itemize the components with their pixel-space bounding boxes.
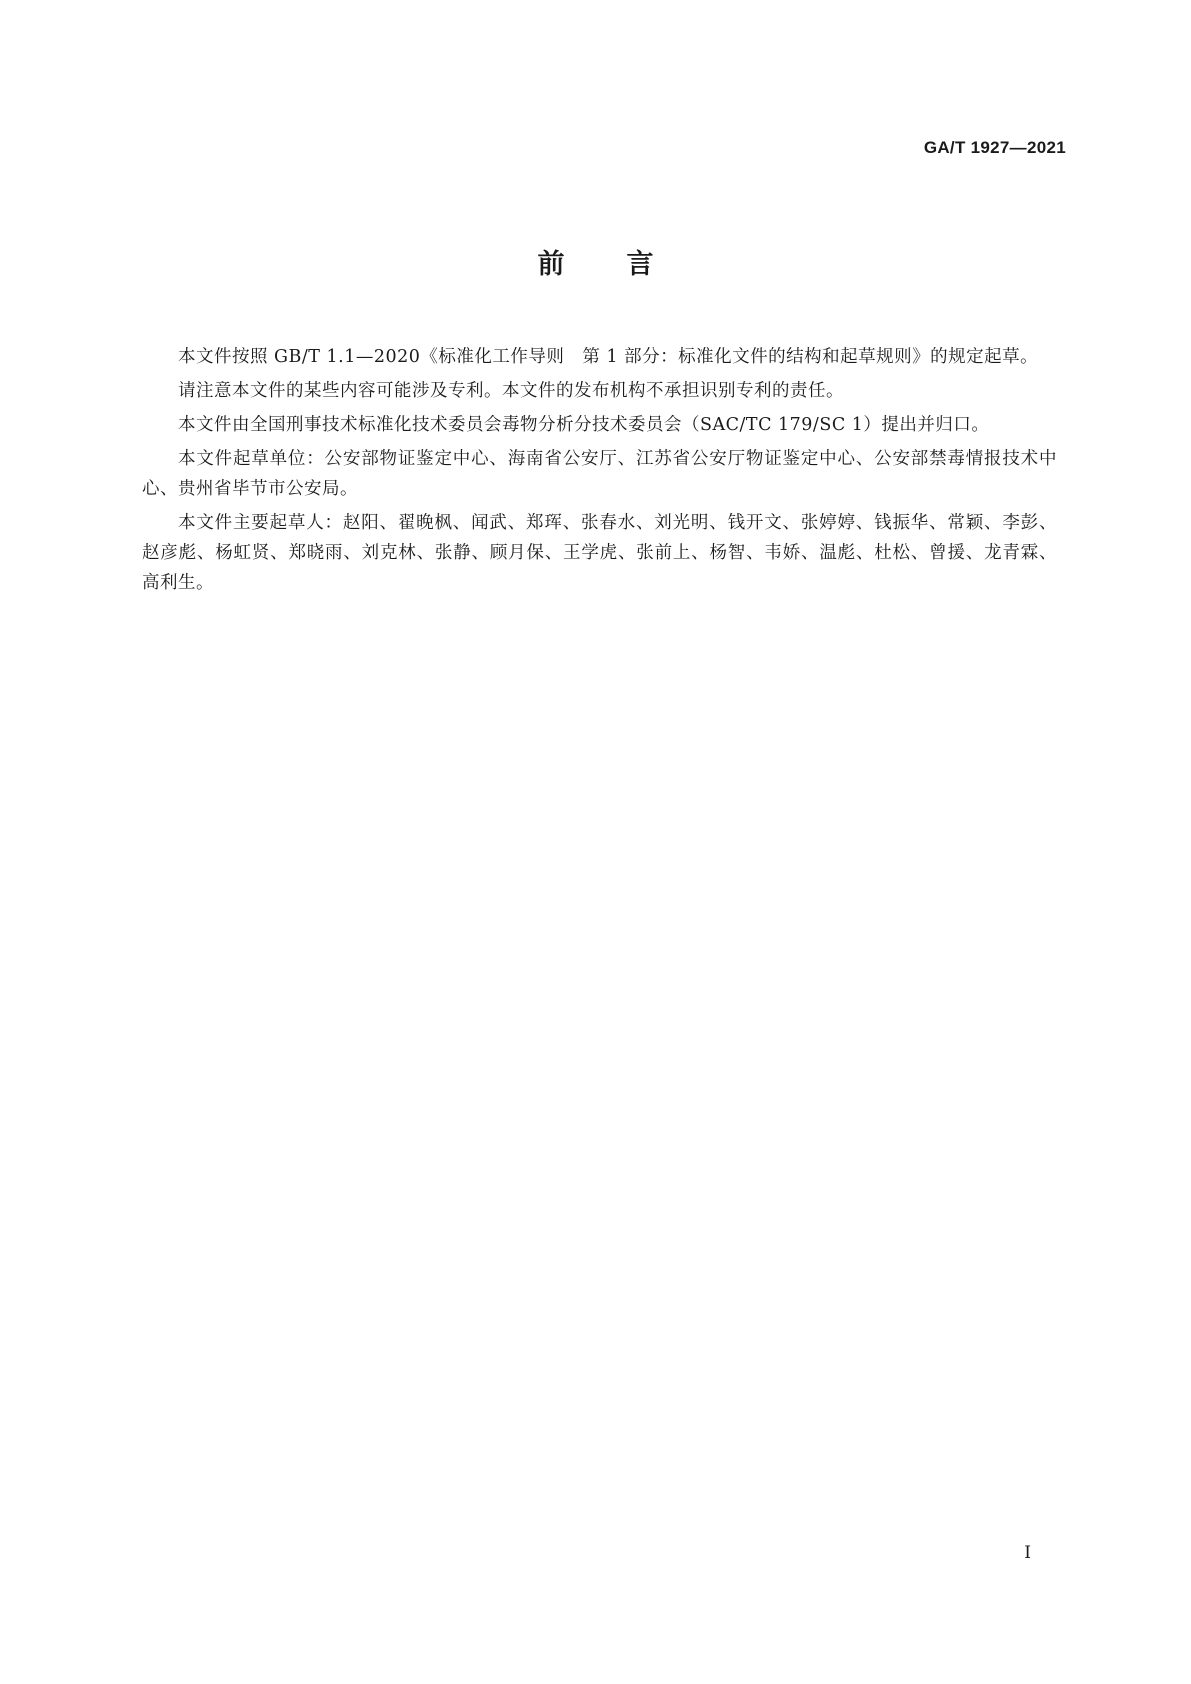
page-number: I	[1024, 1543, 1031, 1563]
paragraph-drafters: 本文件主要起草人：赵阳、翟晚枫、闻武、郑珲、张春水、刘光明、钱开文、张婷婷、钱振华、常颖、李彭、赵彦彪、杨虹贤、郑晓雨、刘克林、张静、顾月保、王学虎、张前上、杨智、韦娇、温彪、杜松、曾援、龙青霖、高利生。	[142, 513, 1057, 593]
foreword-body	[142, 342, 1057, 602]
page-title: 前言	[537, 249, 716, 280]
paragraph-patent-notice: 请注意本文件的某些内容可能涉及专利。本文件的发布机构不承担识别专利的责任。	[178, 381, 844, 401]
paragraph-drafting-units: 本文件起草单位：公安部物证鉴定中心、海南省公安厅、江苏省公安厅物证鉴定中心、公安部禁毒情报技术中心、贵州省毕节市公安局。	[142, 449, 1057, 499]
standard-code: GA/T 1927—2021	[923, 138, 1066, 157]
paragraph-proposer: 本文件由全国刑事技术标准化技术委员会毒物分析分技术委员会（SAC/TC 179/SC 1）提出并归口。	[178, 415, 990, 435]
paragraph-drafting-rules: 本文件按照 GB/T 1.1—2020《标准化工作导则 第 1 部分：标准化文件的结构和起草规则》的规定起草。	[178, 347, 1039, 367]
